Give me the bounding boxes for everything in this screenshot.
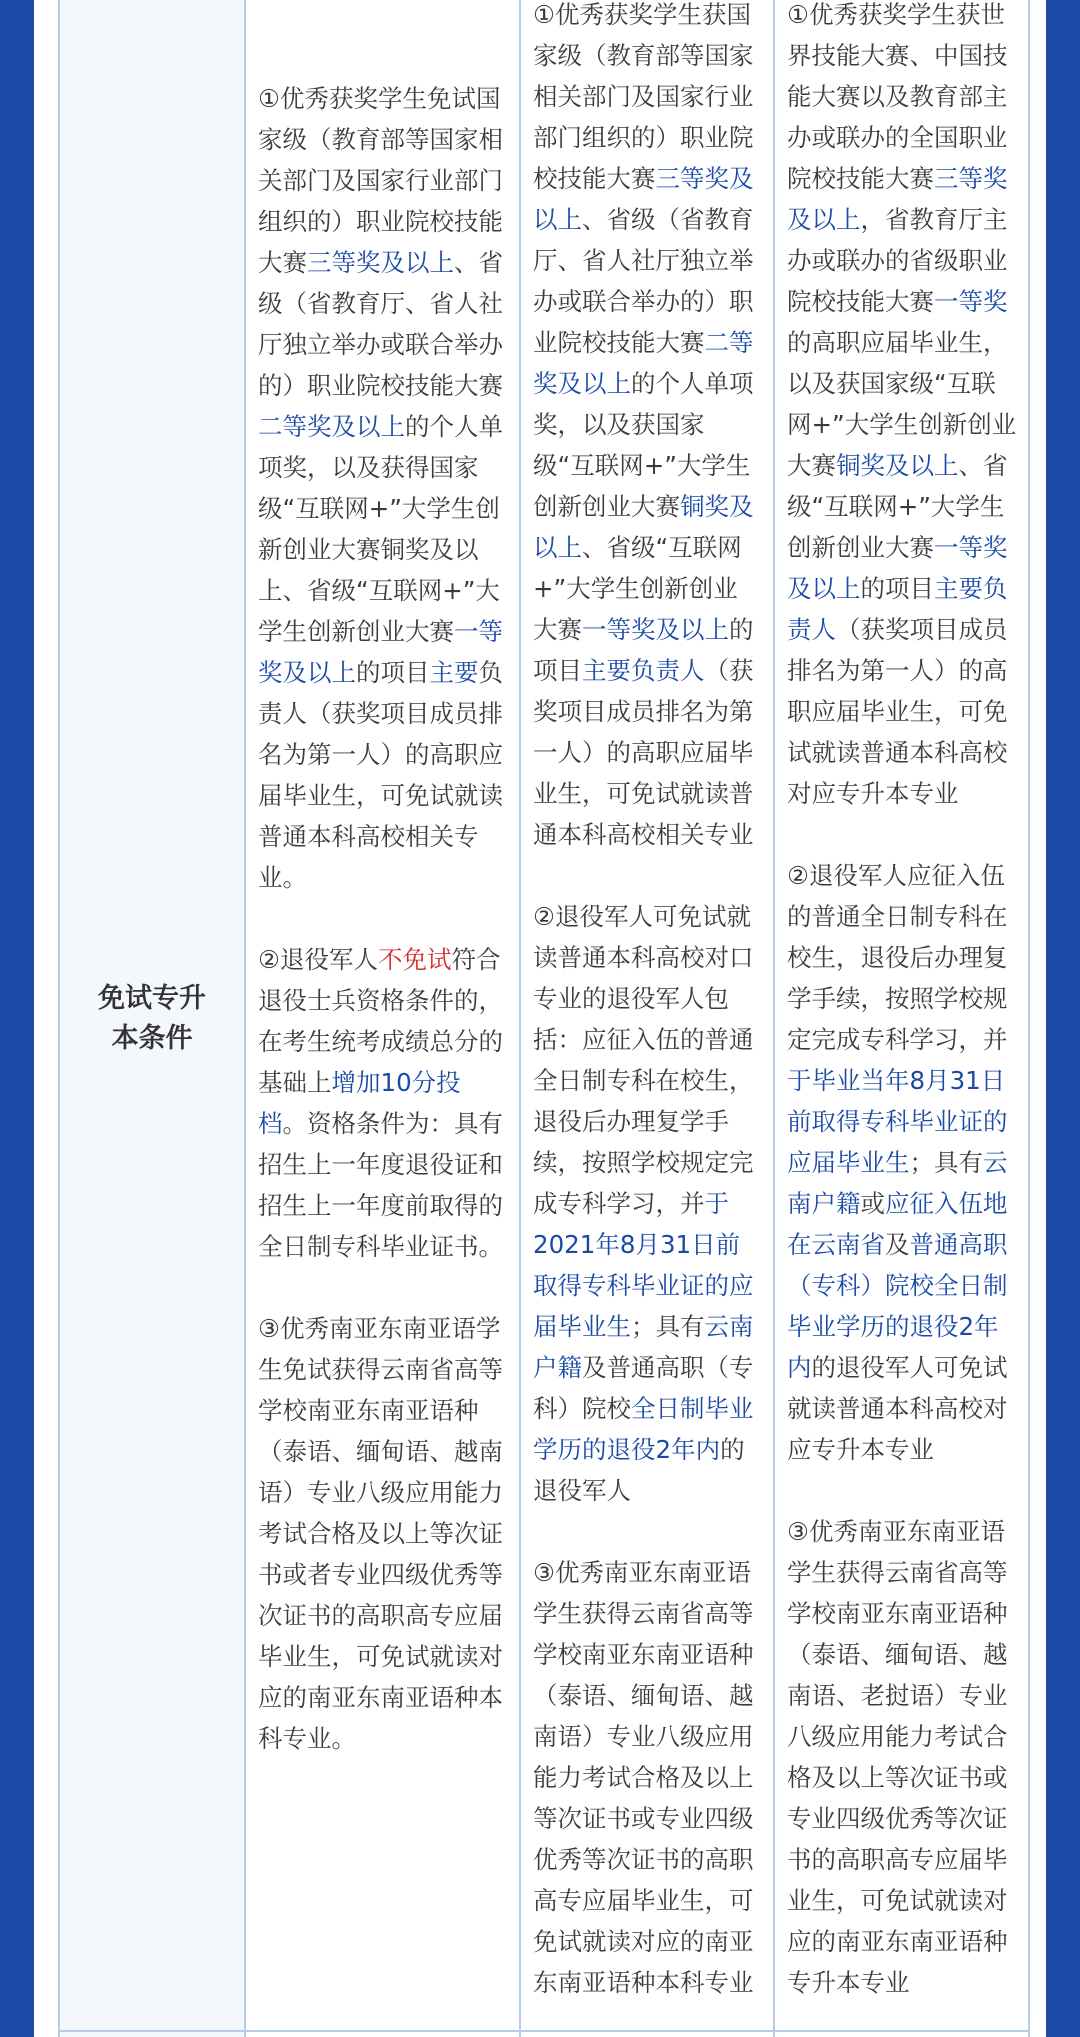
row-header-cell — [60, 0, 246, 2037]
body-text: 的项目 — [533, 615, 754, 685]
body-text: ②退役军人应征入伍的普通全日制专科在校生，退役后办理复学手续，按照学校规定完成专科学习，并 — [787, 861, 1008, 1054]
column-2-cell — [521, 0, 775, 2037]
highlight-text: 云南户籍 — [787, 1148, 1008, 1218]
column-3-cell — [775, 0, 1032, 2037]
highlight-text: 二等奖及以上 — [533, 328, 754, 398]
body-text: 的个人单项奖，以及获得国家级“互联网+”大学生创新创业大赛铜奖及以上、省级“互联网+”大学生创新创业大赛 — [258, 412, 503, 646]
body-text: 及普通高职（专科）院校 — [533, 1353, 754, 1423]
body-text: ；具有 — [909, 1148, 983, 1177]
body-text: （获奖项目成员排名为第一人）的高职应届毕业生，可免试就读普通本科高校对应专升本专业 — [787, 615, 1008, 808]
body-text: 、省级（省教育厅、省人社厅独立举办或联合举办的）职业院校技能大赛 — [533, 205, 754, 357]
col3-section-1 — [787, 0, 1020, 814]
body-text: 或 — [860, 1189, 885, 1218]
body-text: 、省级“互联网+”大学生创新创业大赛 — [533, 533, 742, 644]
body-text: （获奖项目成员排名为第一人）的高职应届毕业生，可免试就读普通本科高校相关专业 — [533, 656, 754, 849]
body-text: 的退役军人可免试就读普通本科高校对应专升本专业 — [787, 1353, 1008, 1464]
body-text: ③优秀南亚东南亚语学生获得云南省高等学校南亚东南亚语种（泰语、缅甸语、越南语、老挝语）专业八级应用能力考试合格及以上等次证书或专业四级优秀等次证书的高职高专应届毕业生，可免试就读对应的南亚东南亚语种专升本专业 — [787, 1517, 1008, 1997]
highlight-text: 一等奖及以上 — [582, 615, 729, 644]
col3-section-2 — [787, 855, 1020, 1470]
highlight-text: 增加10分投档 — [258, 1068, 461, 1138]
highlight-text: 云南户籍 — [533, 1312, 754, 1382]
highlight-text: 一等奖及以上 — [258, 617, 503, 687]
highlight-text: 主要 — [429, 658, 479, 687]
highlight-text: 一等奖及以上 — [787, 533, 1008, 603]
body-text: ③优秀南亚东南亚语学生免试获得云南省高等学校南亚东南亚语种（泰语、缅甸语、越南语）专业八级应用能力考试合格及以上等次证书或者专业四级优秀等次证书的高职高专应届毕业生，可免试就读对应的南亚东南亚语种本科专业。 — [258, 1314, 503, 1753]
highlight-text: 主要负责人 — [582, 656, 705, 685]
col1-section-2 — [258, 939, 507, 1267]
body-text: 的项目 — [860, 574, 934, 603]
body-text: 的高职应届毕业生，以及获国家级“互联网+”大学生创新创业大赛 — [787, 328, 1017, 480]
highlight-text: 三等奖及以上 — [533, 164, 754, 234]
body-text: 符合退役士兵资格条件的，在考生统考成绩总分的基础上 — [258, 945, 503, 1097]
body-text: 负责人（获奖项目成员排名为第一人）的高职应届毕业生，可免试就读普通本科高校相关专业。 — [258, 658, 503, 892]
highlight-text: 应征入伍地在云南省 — [787, 1189, 1008, 1259]
highlight-text: 主要负责人 — [787, 574, 1008, 644]
body-text: 。资格条件为：具有招生上一年度退役证和招生上一年度前取得的全日制专科毕业证书。 — [258, 1109, 503, 1261]
body-text: 的个人单项奖，以及获国家级“互联网+”大学生创新创业大赛 — [533, 369, 754, 521]
body-text: ；具有 — [631, 1312, 705, 1341]
body-text: ③优秀南亚东南亚语学生获得云南省高等学校南亚东南亚语种（泰语、缅甸语、越南语）专业八级应用能力考试合格及以上等次证书或专业四级优秀等次证书的高职高专应届毕业生，可免试就读对应的南亚东南亚语种本科专业 — [533, 1558, 754, 1997]
body-text: ②退役军人可免试就读普通本科高校对口专业的退役军人包括：应征入伍的普通全日制专科在校生，退役后办理复学手续，按照学校规定完成专科学习，并 — [533, 902, 754, 1218]
highlight-text: 二等奖及以上 — [258, 412, 405, 441]
col1-section-3 — [258, 1308, 507, 1759]
body-text: ①优秀获奖学生获世界技能大赛、中国技能大赛以及教育部主办或联办的全国职业院校技能大赛 — [787, 0, 1008, 193]
col3-section-3 — [787, 1511, 1020, 2003]
row-header-label: 免试专升本条件 — [98, 982, 206, 1054]
highlight-text: 三等奖及以上 — [787, 164, 1008, 234]
highlight-text: 一等奖 — [934, 287, 1008, 316]
body-text: ，省教育厅主办或联办的省级职业院校技能大赛 — [787, 205, 1008, 316]
body-text: ①优秀获奖学生免试国家级（教育部等国家相关部门及国家行业部门组织的）职业院校技能大赛 — [258, 84, 503, 277]
body-text: 、省级（省教育厅、省人社厅独立举办或联合举办的）职业院校技能大赛 — [258, 248, 503, 400]
table-bottom-border — [58, 2030, 1030, 2032]
highlight-text: 于毕业当年8月31日前取得专科毕业证的应届毕业生 — [787, 1066, 1008, 1177]
highlight-text: 铜奖及以上 — [836, 451, 959, 480]
highlight-text: 全日制毕业学历的退役2年内 — [533, 1394, 754, 1464]
highlight-text: 于2021年8月31日前取得专科毕业证的应届毕业生 — [533, 1189, 754, 1341]
body-text: 的项目 — [356, 658, 430, 687]
col2-section-2 — [533, 896, 761, 1511]
col2-section-1 — [533, 0, 761, 855]
conditions-table — [58, 0, 1030, 2037]
body-text: 的退役军人 — [533, 1435, 745, 1505]
column-1-cell — [246, 0, 521, 2037]
body-text: ①优秀获奖学生获国家级（教育部等国家相关部门及国家行业部门组织的）职业院校技能大赛 — [533, 0, 754, 193]
highlight-text: 铜奖及以上 — [533, 492, 754, 562]
col2-section-3 — [533, 1552, 761, 2003]
body-text: 、省级“互联网+”大学生创新创业大赛 — [787, 451, 1008, 562]
col1-section-1 — [258, 78, 507, 898]
highlight-text: 三等奖及以上 — [307, 248, 454, 277]
body-text: 及 — [885, 1230, 910, 1259]
highlight-text: 普通高职（专科）院校全日制毕业学历的退役2年内 — [787, 1230, 1008, 1382]
highlight-text: 不免试 — [377, 945, 452, 974]
body-text: ②退役军人 — [258, 945, 378, 974]
